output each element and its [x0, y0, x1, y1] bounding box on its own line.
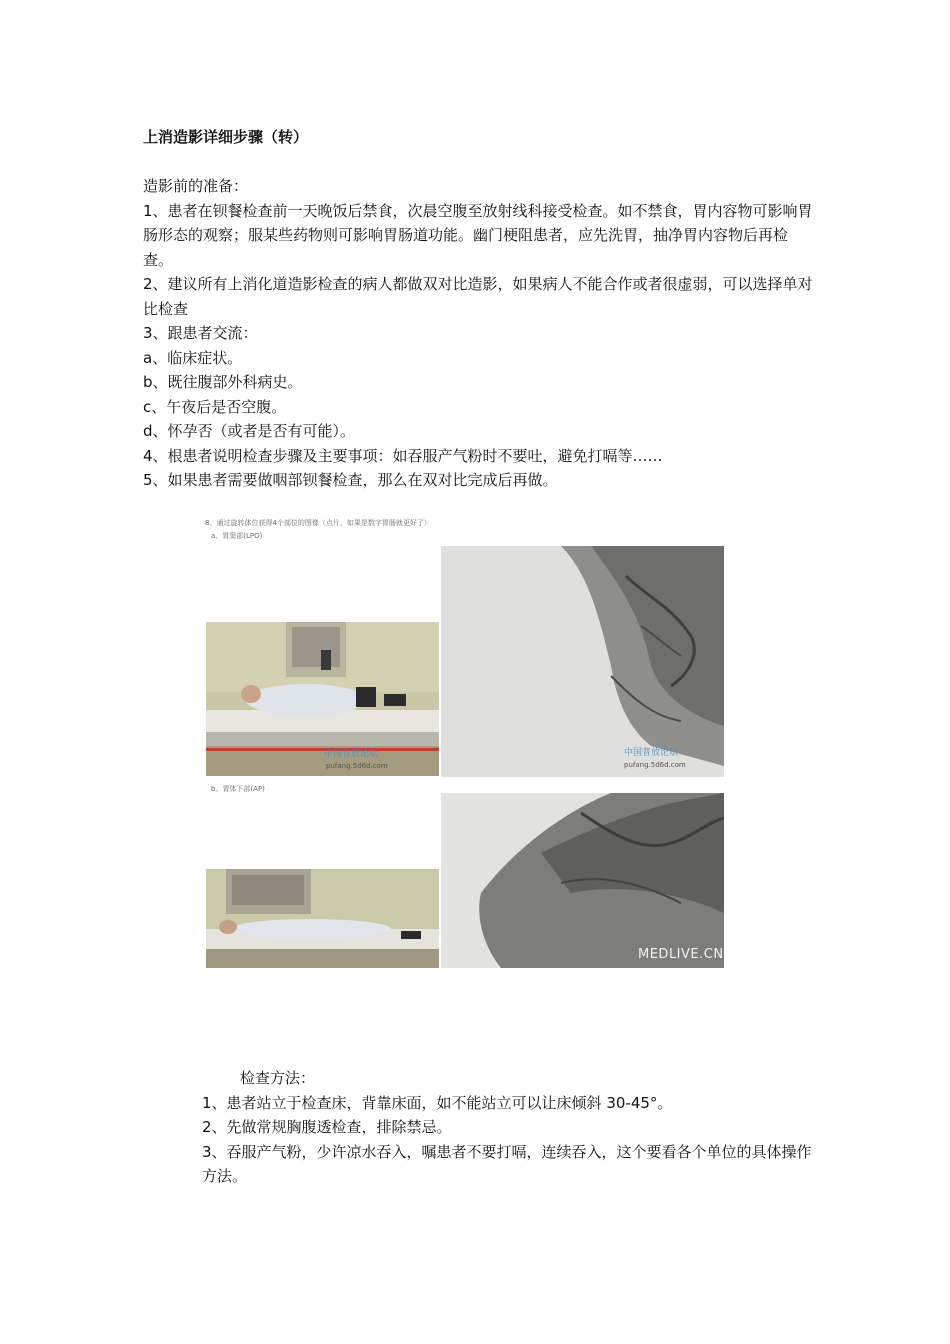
- patient-photo-ap-image: [206, 869, 439, 968]
- document-title: 上消造影详细步骤（转）: [143, 128, 309, 146]
- method-item: 2、先做常规胸腹透检查，排除禁忌。: [202, 1118, 452, 1136]
- prep-item: d、怀孕否（或者是否有可能）。: [143, 422, 356, 440]
- method-item: 3、吞服产气粉，少许凉水吞入，嘱患者不要打嗝，连续吞入，这个要看各个单位的具体操作方法。: [202, 1142, 812, 1185]
- prep-item: 3、跟患者交流：: [143, 324, 258, 342]
- xray-image-ap: [441, 793, 724, 968]
- xray-image-lpo-image: [441, 546, 724, 777]
- prep-section: [143, 174, 813, 493]
- method-item: 1、患者站立于检查床，背靠床面，如不能站立可以让床倾斜 30-45°。: [202, 1093, 673, 1112]
- prep-item: 2、建议所有上消化道造影检查的病人都做双对比造影，如果病人不能合作或者很虚弱，可以选择单对比检查: [143, 275, 813, 318]
- prep-item: 1、患者在钡餐检查前一天晚饭后禁食，次晨空腹至放射线科接受检查。如不禁食，胃内容物可影响胃肠形态的观察；服某些药物则可影响胃肠道功能。幽门梗阻患者，应先洗胃，抽净胃内容物后再检查。: [143, 201, 813, 269]
- watermark-medlive: MEDLIVE.CN: [638, 947, 724, 962]
- xray-image-lpo: [441, 546, 724, 777]
- watermark-cn: 中国普放论坛: [324, 749, 379, 759]
- method-section: [202, 1066, 812, 1189]
- figure-caption-a: a、胃窦部(LPO): [211, 532, 263, 540]
- xray-image-ap-image: [441, 793, 724, 968]
- exam-figure: [203, 514, 725, 972]
- figure-caption: 8、通过旋转体位获得4个部位的图像（点片，如果是数字胃肠就更好了）: [205, 519, 431, 527]
- method-heading: 检查方法：: [240, 1069, 316, 1087]
- figure-caption-b: b、胃体下部(AP): [211, 785, 265, 793]
- prep-item: c、午夜后是否空腹。: [143, 397, 287, 416]
- prep-item: 4、根患者说明检查步骤及主要事项：如吞服产气粉时不要吐，避免打嗝等……: [143, 446, 663, 465]
- prep-item: b、既往腹部外科病史。: [143, 373, 303, 391]
- patient-photo-lpo: [206, 622, 439, 776]
- watermark-url: pufang.5d6d.com: [326, 762, 388, 770]
- watermark-url: pufang.5d6d.com: [624, 761, 686, 769]
- watermark-cn: 中国普放论坛: [624, 748, 679, 758]
- patient-photo-ap: [206, 869, 439, 968]
- prep-item: 5、如果患者需要做咽部钡餐检查，那么在双对比完成后再做。: [143, 471, 558, 489]
- patient-photo-lpo-image: [206, 622, 439, 776]
- prep-heading: 造影前的准备：: [143, 177, 249, 195]
- prep-item: a、临床症状。: [143, 348, 243, 367]
